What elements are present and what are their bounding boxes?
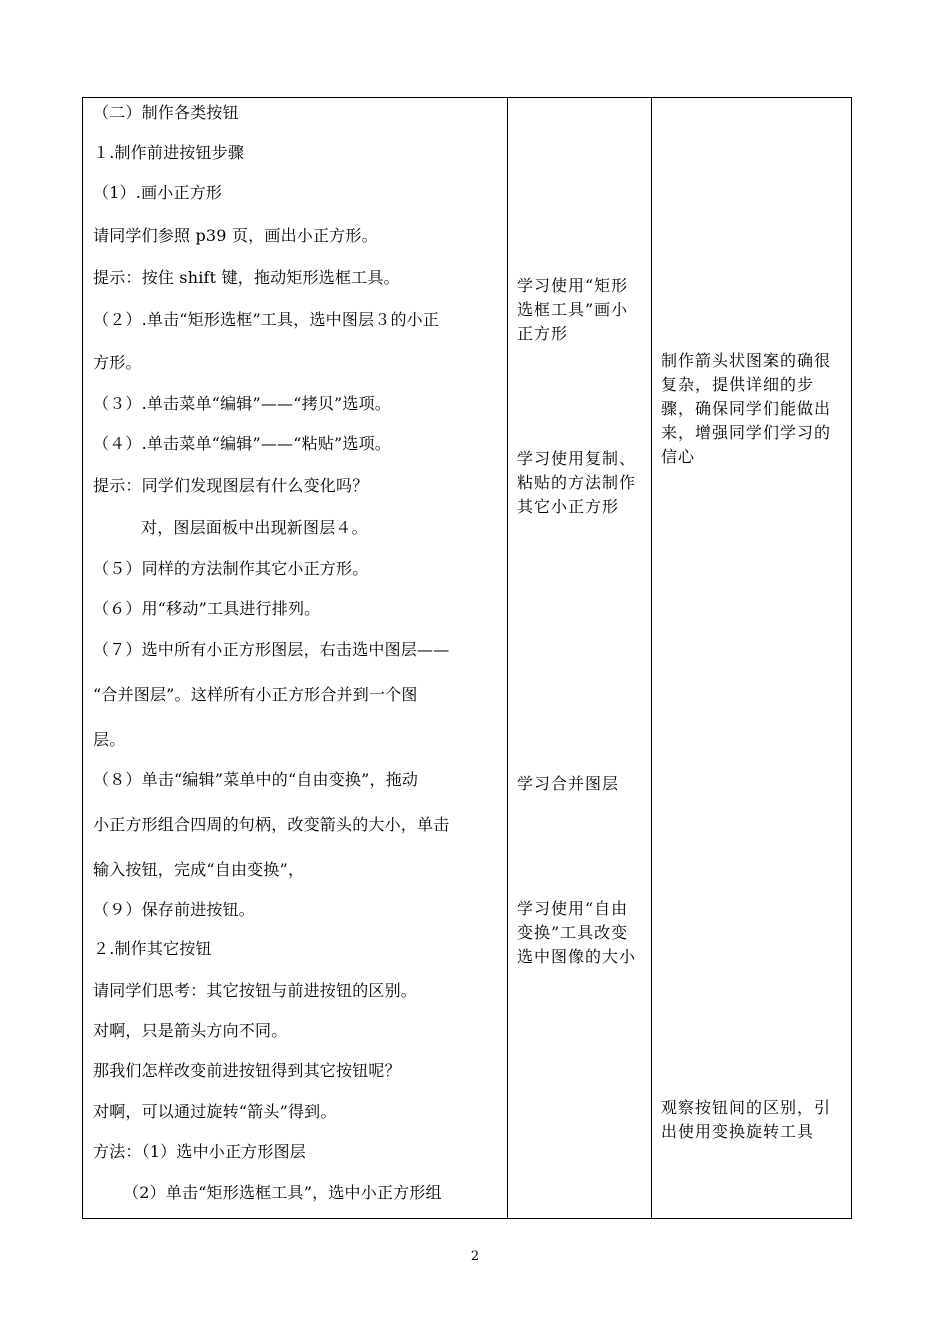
column-divider [651, 98, 652, 1218]
text-line: 对啊，只是箭头方向不同。 [93, 1021, 288, 1040]
text-line: （７）选中所有小正方形图层，右击选中图层—— [93, 640, 450, 659]
student-activity-note: 学习使用“矩形选框工具”画小正方形 [517, 276, 629, 343]
page-number: 2 [470, 1249, 480, 1264]
design-intent-note: 观察按钮间的区别，引出使用变换旋转工具 [661, 1098, 832, 1141]
design-intent-note: 制作箭头状图案的确很复杂，提供详细的步骤，确保同学们能做出来，增强同学们学习的信心 [661, 351, 832, 466]
student-activity-note: 学习使用复制、粘贴的方法制作其它小正方形 [517, 449, 637, 516]
text-line: （４）.单击菜单“编辑”——“粘贴”选项。 [93, 434, 392, 453]
text-line: （５）同样的方法制作其它小正方形。 [93, 559, 369, 578]
text-line: （６）用“移动”工具进行排列。 [93, 599, 321, 618]
text-line: 输入按钮，完成“自由变换”， [93, 860, 305, 879]
student-activity-note: 学习使用“自由变换”工具改变选中图像的大小 [517, 899, 637, 966]
step-heading: １.制作前进按钮步骤 [93, 143, 245, 162]
text-line: （2）单击“矩形选框工具”，选中小正方形组 [123, 1183, 442, 1202]
student-activity-note: 学习合并图层 [517, 774, 620, 793]
text-line: 小正方形组合四周的句柄，改变箭头的大小，单击 [93, 815, 450, 834]
step-heading: ２.制作其它按钮 [93, 939, 212, 958]
text-line: （９）保存前进按钮。 [93, 900, 256, 919]
text-line: 提示：按住 shift 键，拖动矩形选框工具。 [93, 268, 400, 287]
text-line: （２）.单击“矩形选框”工具，选中图层３的小正 [93, 310, 440, 329]
text-line: 层。 [93, 730, 126, 749]
text-line: 方形。 [93, 353, 142, 372]
column-divider [507, 98, 508, 1218]
text-line: 那我们怎样改变前进按钮得到其它按钮呢？ [93, 1061, 401, 1080]
text-line: （1）.画小正方形 [93, 183, 223, 202]
text-line: “合并图层”。这样所有小正方形合并到一个图 [93, 685, 418, 704]
lesson-table [82, 97, 852, 1219]
text-line: 方法：（1）选中小正方形图层 [93, 1142, 306, 1161]
text-line: 请同学们参照 p39 页，画出小正方形。 [93, 226, 378, 245]
text-line: 提示：同学们发现图层有什么变化吗？ [93, 476, 369, 495]
text-line: 对啊，可以通过旋转“箭头”得到。 [93, 1102, 337, 1121]
text-line: 对，图层面板中出现新图层４。 [141, 518, 368, 537]
text-line: （３）.单击菜单“编辑”——“拷贝”选项。 [93, 394, 392, 413]
text-line: （８）单击“编辑”菜单中的“自由变换”，拖动 [93, 770, 419, 789]
text-line: 请同学们思考：其它按钮与前进按钮的区别。 [93, 981, 418, 1000]
section-heading: （二）制作各类按钮 [93, 103, 239, 122]
